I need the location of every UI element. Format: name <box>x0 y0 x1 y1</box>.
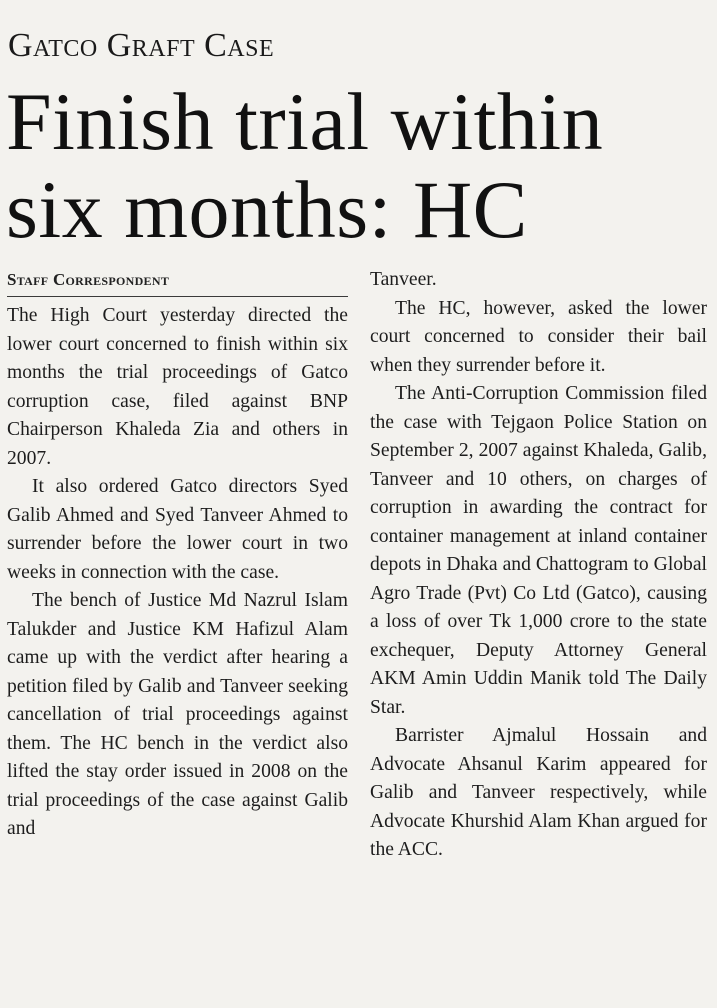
kicker: Gatco Graft Case <box>8 27 275 64</box>
byline: Staff Correspondent <box>7 270 170 289</box>
paragraph: The Anti-Corruption Commission filed the case with Tejgaon Police Station on September 2, 2007 against Khaleda, Galib, Tanveer and 10 others, on charges of corruption in awarding the contract for container management at inland container depots in Dhaka and Chattogram to Global Agro Trade (Pvt) Co Ltd (Gatco), causing a loss of over Tk 1,000 crore to the state exchequer, Deputy Attorney General AKM Amin Uddin Manik told The Daily Star. <box>370 383 707 718</box>
right-column <box>370 266 707 865</box>
byline-rule <box>7 296 348 297</box>
left-column <box>7 266 348 844</box>
paragraph-continuation: Tanveer. <box>370 269 437 290</box>
paragraph: Barrister Ajmalul Hossain and Advocate Ahsanul Karim appeared for Galib and Tanveer respectively, while Advocate Khurshid Alam Khan argued for the ACC. <box>370 725 707 860</box>
paragraph: The High Court yesterday directed the lower court concerned to finish within six months the trial proceedings of Gatco corruption case, filed against BNP Chairperson Khaleda Zia and others in 2007. <box>7 305 348 469</box>
paragraph: The bench of Justice Md Nazrul Islam Talukder and Justice KM Hafizul Alam came up with the verdict after hearing a petition filed by Galib and Tanveer seeking cancellation of trial proceedings against them. The HC bench in the verdict also lifted the stay order issued in 2008 on the trial proceedings of the case against Galib and <box>7 590 348 839</box>
headline <box>6 78 711 254</box>
headline-line-2: six months: HC <box>6 164 528 255</box>
headline-line-1: Finish trial within <box>6 76 604 167</box>
paragraph: It also ordered Gatco directors Syed Galib Ahmed and Syed Tanveer Ahmed to surrender before the lower court in two weeks in connection with the case. <box>7 476 348 583</box>
paragraph: The HC, however, asked the lower court concerned to consider their bail when they surrender before it. <box>370 297 707 376</box>
